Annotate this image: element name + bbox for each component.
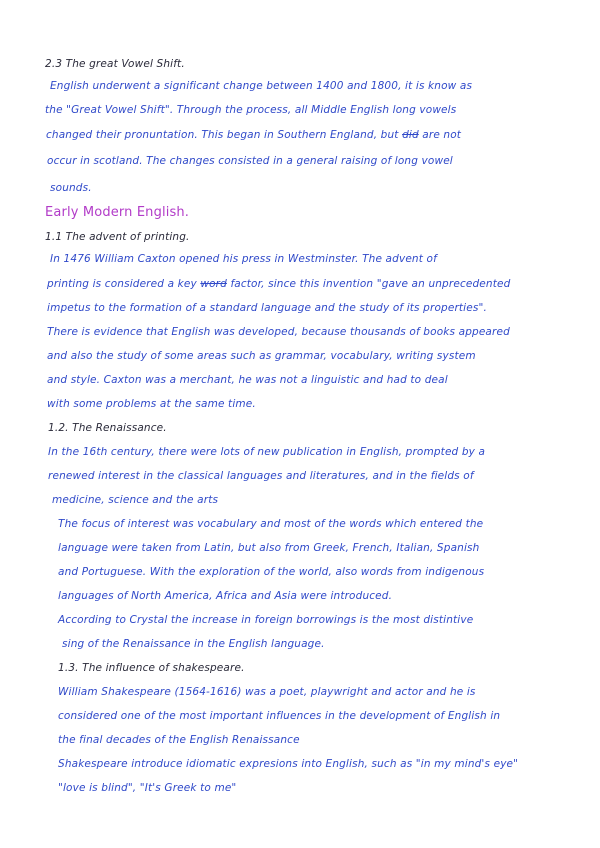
text-line: occur in scotland. The changes consisted in a general raising of long vowel [47, 155, 453, 167]
text-line: William Shakespeare (1564-1616) was a poet, playwright and actor and he is [58, 686, 476, 698]
text-line: language were taken from Latin, but also from Greek, French, Italian, Spanish [58, 542, 480, 554]
text-line [47, 278, 510, 290]
text-line: In the 16th century, there were lots of new publication in English, prompted by a [48, 446, 486, 458]
text-line: sounds. [50, 182, 92, 194]
text-line [46, 129, 461, 141]
text-line: languages of North America, Africa and Asia were introduced. [58, 590, 393, 602]
text-line: considered one of the most important influences in the development of English in [58, 710, 501, 722]
section-heading-printing: 1.1 The advent of printing. [45, 231, 190, 243]
page-title: Early Modern English. [45, 205, 190, 220]
text-line: Shakespeare introduce idiomatic expresions into English, such as "in my mind's eye" [58, 758, 519, 770]
text-line: According to Crystal the increase in foreign borrowings is the most distintive [58, 614, 474, 626]
text-segment: factor, since this invention "gave an unprecedented [230, 278, 511, 290]
text-line: impetus to the formation of a standard language and the study of its properties". [47, 302, 487, 314]
text-line: In 1476 William Caxton opened his press in Westminster. The advent of [50, 253, 437, 265]
text-line: renewed interest in the classical languages and literatures, and in the fields of [48, 470, 474, 482]
text-line: and Portuguese. With the exploration of the world, also words from indigenous [58, 566, 485, 578]
section-heading-shakespeare: 1.3. The influence of shakespeare. [58, 662, 245, 674]
crossed-out-word: did [402, 129, 419, 141]
text-line: and also the study of some areas such as grammar, vocabulary, writing system [47, 350, 476, 362]
text-segment: are not [422, 129, 462, 141]
text-line: medicine, science and the arts [52, 494, 219, 506]
text-line: the final decades of the English Renaissance [58, 734, 300, 746]
text-segment: printing is considered a key [47, 278, 197, 290]
text-line: with some problems at the same time. [47, 398, 256, 410]
section-heading-renaissance: 1.2. The Renaissance. [48, 422, 167, 434]
section-heading-vowel-shift: 2.3 The great Vowel Shift. [45, 58, 185, 70]
text-line: the "Great Vowel Shift". Through the process, all Middle English long vowels [45, 104, 457, 116]
text-segment: changed their pronuntation. This began in Southern England, but [46, 129, 399, 141]
text-line: sing of the Renaissance in the English language. [62, 638, 325, 650]
text-line: There is evidence that English was developed, because thousands of books appeared [47, 326, 510, 338]
text-line: and style. Caxton was a merchant, he was not a linguistic and had to deal [47, 374, 448, 386]
crossed-out-word: word [200, 278, 227, 290]
text-line: The focus of interest was vocabulary and most of the words which entered the [58, 518, 484, 530]
text-line: English underwent a significant change between 1400 and 1800, it is know as [50, 80, 473, 92]
text-line: "love is blind", "It's Greek to me" [58, 782, 237, 794]
